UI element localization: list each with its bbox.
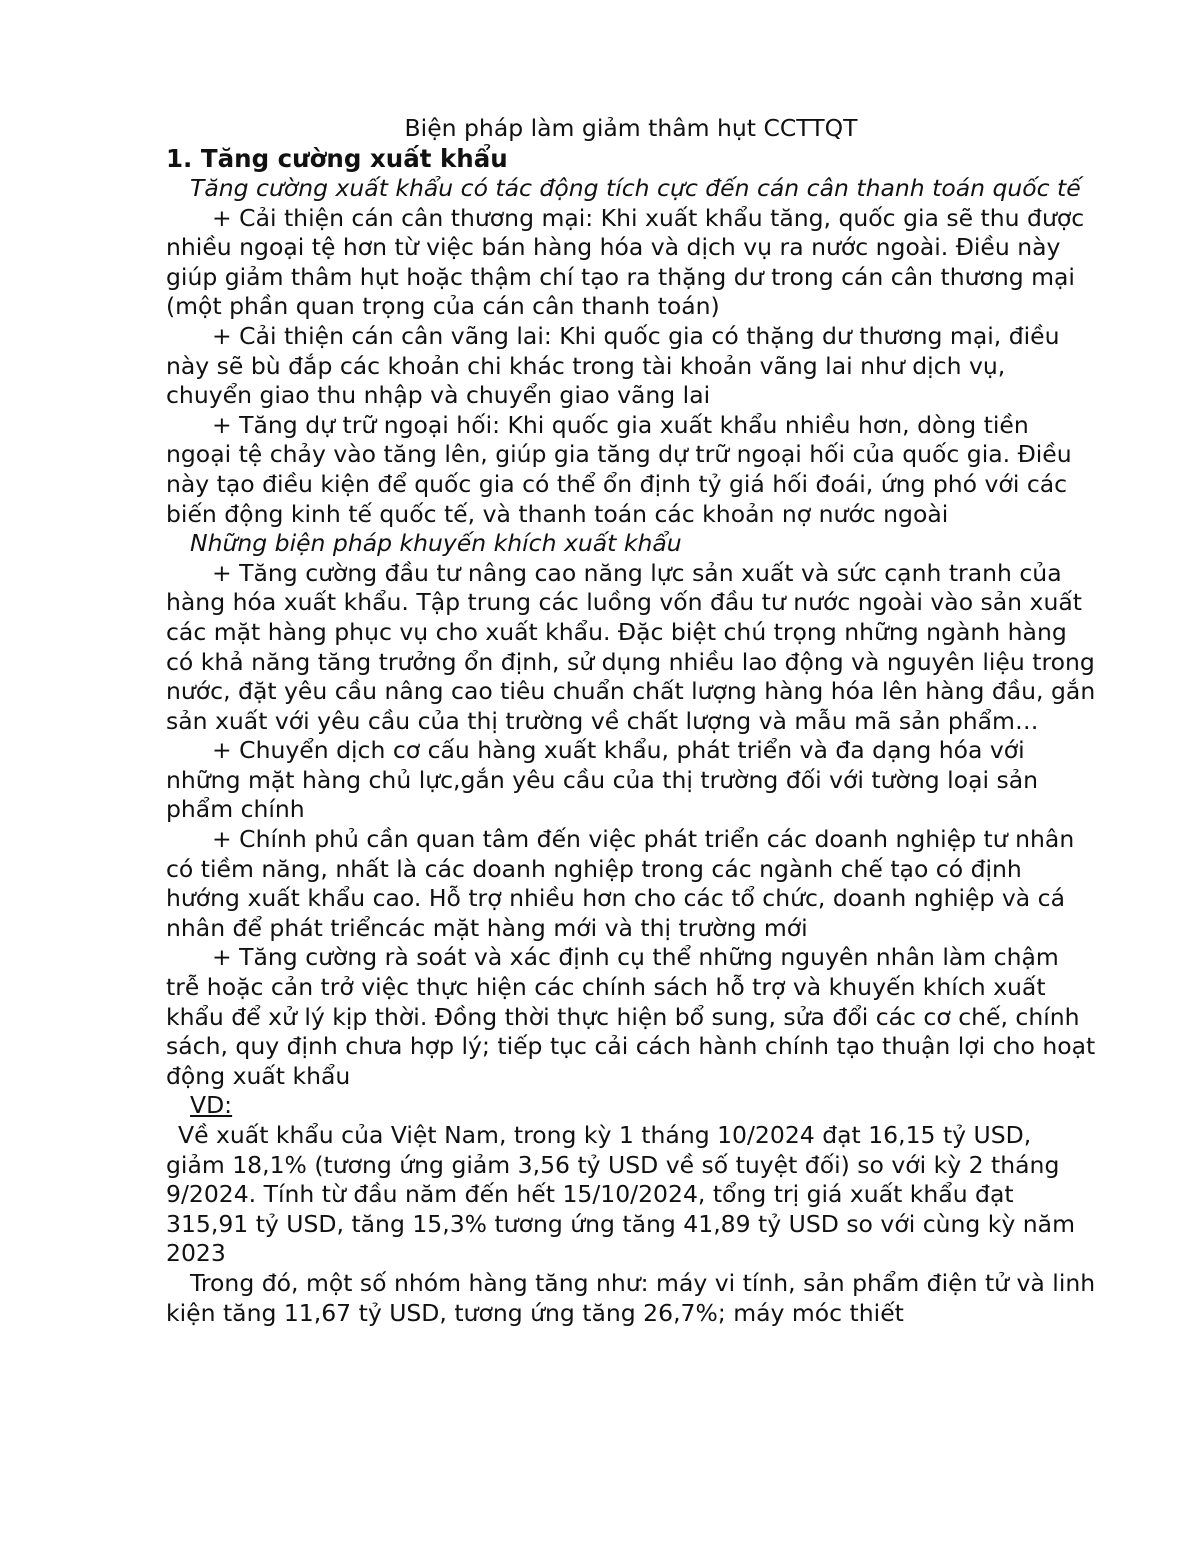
example-paragraph-export: Về xuất khẩu của Việt Nam, trong kỳ 1 tháng 10/2024 đạt 16,15 tỷ USD, giảm 18,1% (tương ứng giảm 3,56 tỷ USD về số tuyệt đối) so với kỳ 2 tháng 9/2024. Tính từ đầu năm đến hết 15/10/2024, tổng trị giá xuất khẩu đạt 315,91 tỷ USD, tăng 15,3% tương ứng tăng 41,89 tỷ USD so với cùng kỳ năm 2023	[166, 1121, 1075, 1268]
measure-restructure: + Chuyển dịch cơ cấu hàng xuất khẩu, phát triển và đa dạng hóa với những mặt hàng chủ lực,gắn yêu cầu của thị trường đối với tường loại sản phẩm chính	[166, 736, 1039, 824]
intro-paragraph: Tăng cường xuất khẩu có tác động tích cực đến cán cân thanh toán quốc tế	[190, 174, 1081, 202]
measures-heading: Những biện pháp khuyến khích xuất khẩu	[190, 529, 682, 558]
measure-private-sector: + Chính phủ cần quan tâm đến việc phát triển các doanh nghiệp tư nhân có tiềm năng, nhất là các doanh nghiệp trong các ngành chế tạo có định hướng xuất khẩu cao. Hỗ trợ nhiều hơn cho các tổ chức, doanh nghiệp và cá nhân để phát triểncác mặt hàng mới và thị trường mới	[166, 825, 1075, 942]
effect-trade-balance: + Cải thiện cán cân thương mại: Khi xuất khẩu tăng, quốc gia sẽ thu được nhiều ngoại tệ hơn từ việc bán hàng hóa và dịch vụ ra nước ngoài. Điều này giúp giảm thâm hụt hoặc thậm chí tạo ra thặng dư trong cán cân thương mại (một phần quan trọng của cán cân thanh toán)	[166, 203, 1085, 321]
example-label-line	[166, 1091, 1096, 1121]
example-label: VD:	[190, 1091, 233, 1120]
effect-current-account: + Cải thiện cán cân vãng lai: Khi quốc gia có thặng dư thương mại, điều này sẽ bù đắp các khoản chi khác trong tài khoản vãng lai như dịch vụ, chuyển giao thu nhập và chuyển giao vãng lai	[166, 321, 1060, 410]
measure-review-policies: + Tăng cường rà soát và xác định cụ thể những nguyên nhân làm chậm trễ hoặc cản trở việc thực hiện các chính sách hỗ trợ và khuyến khích xuất khẩu để xử lý kịp thời. Đồng thời thực hiện bổ sung, sửa đổi các cơ chế, chính sách, quy định chưa hợp lý; tiếp tục cải cách hành chính tạo thuận lợi cho hoạt động xuất khẩu	[166, 943, 1096, 1090]
effect-fx-reserves: + Tăng dự trữ ngoại hối: Khi quốc gia xuất khẩu nhiều hơn, dòng tiền ngoại tệ chảy vào tăng lên, giúp gia tăng dự trữ ngoại hối của quốc gia. Điều này tạo điều kiện để quốc gia có thể ổn định tỷ giá hối đoái, ứng phó với các biến động kinh tế quốc tế, và thanh toán các khoản nợ nước ngoài	[166, 410, 1072, 528]
section-heading-export: 1. Tăng cường xuất khẩu	[166, 144, 508, 173]
page-title: Biện pháp làm giảm thâm hụt CCTTQT	[404, 114, 858, 142]
example-paragraph-groups: Trong đó, một số nhóm hàng tăng như: máy vi tính, sản phẩm điện tử và linh kiện tăng 11,67 tỷ USD, tương ứng tăng 26,7%; máy móc thiết	[166, 1268, 1096, 1327]
measure-investment: + Tăng cường đầu tư nâng cao năng lực sản xuất và sức cạnh tranh của hàng hóa xuất khẩu. Tập trung các luồng vốn đầu tư nước ngoài vào sản xuất các mặt hàng phục vụ cho xuất khẩu. Đặc biệt chú trọng những ngành hàng có khả năng tăng trưởng ổn định, sử dụng nhiều lao động và nguyên liệu trong nước, đặt yêu cầu nâng cao tiêu chuẩn chất lượng hàng hóa lên hàng đầu, gắn sản xuất với yêu cầu của thị trường về chất lượng và mẫu mã sản phẩm…	[166, 558, 1096, 735]
document-page	[166, 112, 1096, 1328]
